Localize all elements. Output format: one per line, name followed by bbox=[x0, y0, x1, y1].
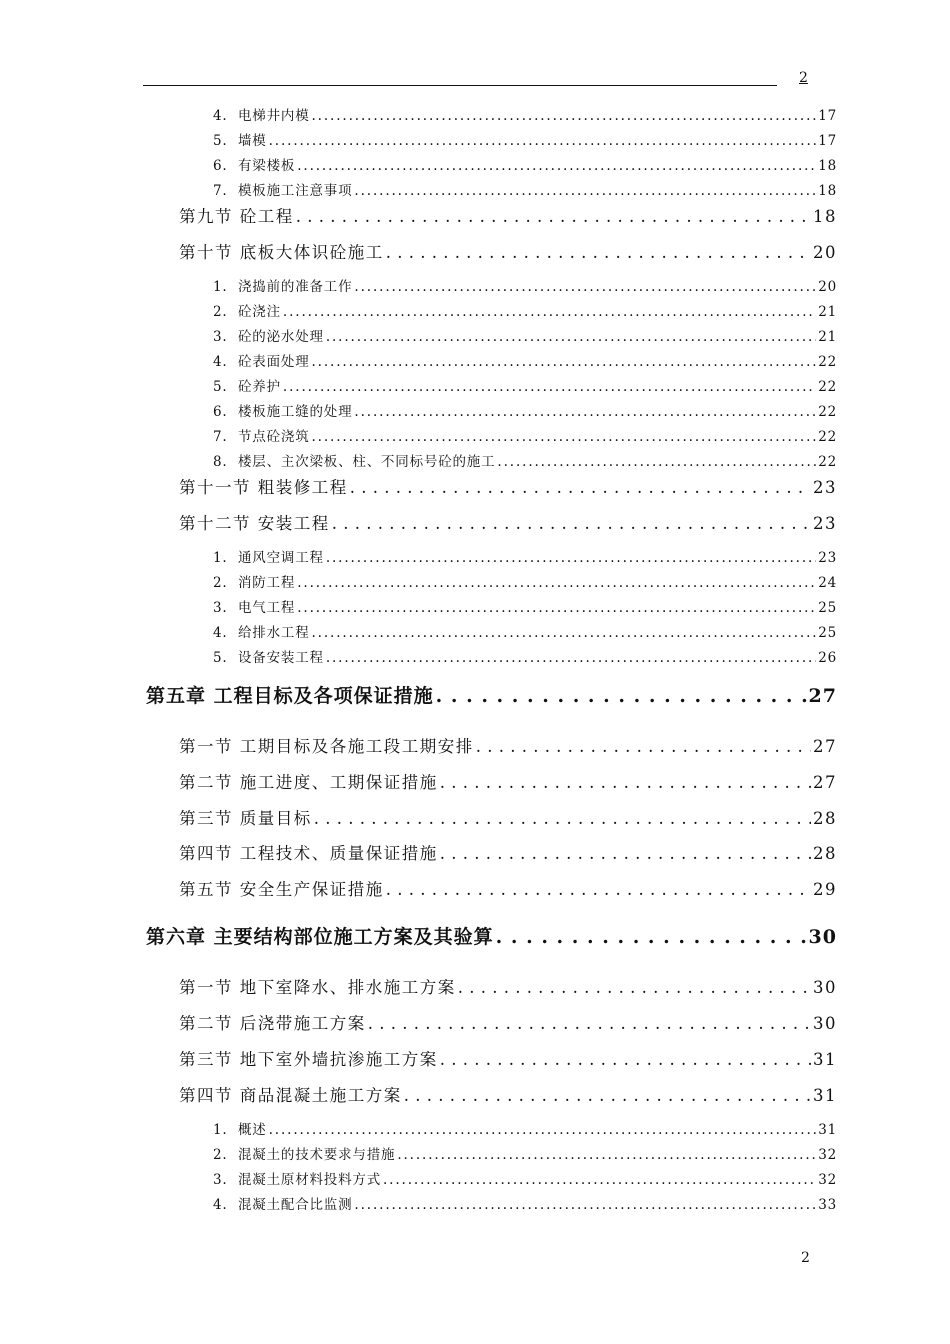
toc-dot-leader bbox=[436, 685, 807, 707]
toc-entry-text: 第三节 质量目标 bbox=[179, 809, 312, 828]
toc-entry-text: 第三节 地下室外墙抗渗施工方案 bbox=[179, 1050, 438, 1069]
toc-entry-page: 31 bbox=[818, 1122, 837, 1138]
toc-entry-item[interactable] bbox=[213, 1168, 837, 1188]
toc-entry-text: 砼浇注 bbox=[238, 304, 281, 320]
toc-dot-leader bbox=[397, 1147, 816, 1163]
toc-entry-page: 22 bbox=[818, 354, 837, 370]
toc-entry-page: 30 bbox=[808, 926, 837, 948]
toc-entry-title bbox=[179, 203, 294, 227]
toc-entry-section[interactable] bbox=[179, 876, 837, 900]
toc-dot-leader bbox=[404, 1086, 811, 1105]
toc-entry-item[interactable] bbox=[213, 375, 837, 395]
toc-dot-leader bbox=[368, 1014, 811, 1033]
toc-dot-leader bbox=[354, 1197, 816, 1213]
toc-entry-chapter[interactable] bbox=[146, 681, 837, 708]
toc-entry-number: 5. bbox=[213, 133, 228, 149]
toc-entry-number: 4. bbox=[213, 625, 228, 641]
toc-entry-item[interactable] bbox=[213, 1143, 837, 1163]
toc-entry-title bbox=[179, 876, 384, 900]
toc-entry-page: 25 bbox=[818, 600, 837, 616]
toc-entry-title bbox=[179, 510, 330, 534]
toc-entry-page: 18 bbox=[818, 183, 837, 199]
toc-entry-page: 28 bbox=[813, 809, 837, 828]
toc-entry-title bbox=[179, 1010, 366, 1034]
toc-entry-title bbox=[213, 325, 324, 345]
toc-entry-section[interactable] bbox=[179, 769, 837, 793]
toc-entry-text: 第二节 施工进度、工期保证措施 bbox=[179, 773, 438, 792]
toc-dot-leader bbox=[296, 207, 811, 226]
toc-entry-title bbox=[146, 922, 494, 949]
toc-entry-item[interactable] bbox=[213, 275, 837, 295]
toc-entry-title bbox=[179, 1082, 402, 1106]
toc-dot-leader bbox=[283, 304, 816, 320]
toc-entry-item[interactable] bbox=[213, 621, 837, 641]
toc-entry-page: 24 bbox=[818, 575, 837, 591]
toc-entry-page: 23 bbox=[818, 550, 837, 566]
toc-dot-leader bbox=[497, 454, 816, 470]
toc-entry-page: 25 bbox=[818, 625, 837, 641]
toc-entry-page: 23 bbox=[813, 478, 837, 497]
toc-dot-leader bbox=[350, 478, 811, 497]
toc-entry-page: 21 bbox=[818, 304, 837, 320]
toc-dot-leader bbox=[386, 243, 811, 262]
toc-entry-text: 第一节 地下室降水、排水施工方案 bbox=[179, 978, 456, 997]
toc-dot-leader bbox=[326, 550, 816, 566]
toc-entry-text: 浇捣前的准备工作 bbox=[238, 279, 353, 295]
toc-entry-title bbox=[179, 474, 348, 498]
toc-entry-title bbox=[179, 974, 456, 998]
toc-entry-number: 1. bbox=[213, 279, 228, 295]
toc-entry-text: 概述 bbox=[238, 1122, 267, 1138]
toc-entry-number: 7. bbox=[213, 429, 228, 445]
toc-entry-number: 3. bbox=[213, 600, 228, 616]
toc-dot-leader bbox=[283, 379, 816, 395]
toc-entry-item[interactable] bbox=[213, 1118, 837, 1138]
toc-entry-section[interactable] bbox=[179, 1010, 837, 1034]
toc-entry-title bbox=[213, 300, 281, 320]
toc-entry-title bbox=[213, 350, 310, 370]
toc-entry-title bbox=[213, 646, 324, 666]
toc-dot-leader bbox=[386, 880, 811, 899]
toc-entry-title bbox=[213, 400, 352, 420]
toc-entry-item[interactable] bbox=[213, 400, 837, 420]
toc-entry-number: 6. bbox=[213, 158, 228, 174]
toc-dot-leader bbox=[440, 1050, 811, 1069]
toc-entry-section[interactable] bbox=[179, 510, 837, 534]
toc-dot-leader bbox=[354, 183, 816, 199]
toc-entry-item[interactable] bbox=[213, 350, 837, 370]
toc-entry-page: 30 bbox=[813, 978, 837, 997]
toc-entry-section[interactable] bbox=[179, 840, 837, 864]
toc-entry-text: 第十二节 安装工程 bbox=[179, 514, 330, 533]
toc-entry-text: 第一节 工期目标及各施工段工期安排 bbox=[179, 737, 474, 756]
toc-dot-leader bbox=[354, 279, 816, 295]
toc-dot-leader bbox=[476, 737, 811, 756]
toc-entry-text: 第二节 后浇带施工方案 bbox=[179, 1014, 366, 1033]
toc-entry-page: 31 bbox=[813, 1086, 837, 1105]
toc-dot-leader bbox=[326, 329, 816, 345]
toc-dot-leader bbox=[297, 600, 816, 616]
toc-entry-text: 第四节 商品混凝土施工方案 bbox=[179, 1086, 402, 1105]
toc-entry-title bbox=[213, 179, 352, 199]
toc-entry-text: 第四节 工程技术、质量保证措施 bbox=[179, 844, 438, 863]
toc-entry-text: 砼的泌水处理 bbox=[238, 329, 324, 345]
toc-entry-section[interactable] bbox=[179, 1046, 837, 1070]
toc-entry-page: 17 bbox=[818, 133, 837, 149]
toc-entry-text: 消防工程 bbox=[238, 575, 296, 591]
toc-entry-text: 电梯井内模 bbox=[238, 108, 310, 124]
toc-entry-item[interactable] bbox=[213, 646, 837, 666]
toc-dot-leader bbox=[440, 773, 811, 792]
toc-entry-title bbox=[179, 769, 438, 793]
toc-dot-leader bbox=[354, 404, 816, 420]
toc-entry-page: 27 bbox=[813, 737, 837, 756]
toc-entry-title bbox=[213, 621, 310, 641]
toc-dot-leader bbox=[297, 575, 816, 591]
toc-entry-section[interactable] bbox=[179, 203, 837, 227]
toc-entry-page: 23 bbox=[813, 514, 837, 533]
toc-entry-page: 27 bbox=[813, 773, 837, 792]
toc-entry-page: 21 bbox=[818, 329, 837, 345]
footer-page-number: 2 bbox=[801, 1250, 810, 1266]
toc-entry-text: 电气工程 bbox=[238, 600, 296, 616]
toc-entry-item[interactable] bbox=[213, 129, 837, 149]
toc-entry-title bbox=[213, 1118, 267, 1138]
toc-entry-title bbox=[146, 681, 434, 708]
toc-entry-title bbox=[213, 129, 267, 149]
toc-dot-leader bbox=[332, 514, 811, 533]
toc-entry-title bbox=[179, 733, 474, 757]
toc-entry-section[interactable] bbox=[179, 805, 837, 829]
toc-entry-text: 砼表面处理 bbox=[238, 354, 310, 370]
toc-entry-title bbox=[213, 450, 495, 470]
toc-entry-item[interactable] bbox=[213, 154, 837, 174]
toc-entry-item[interactable] bbox=[213, 596, 837, 616]
toc-entry-number: 4. bbox=[213, 1197, 228, 1213]
toc-entry-title bbox=[213, 375, 281, 395]
toc-entry-number: 3. bbox=[213, 329, 228, 345]
toc-entry-number: 6. bbox=[213, 404, 228, 420]
toc-entry-text: 第六章 主要结构部位施工方案及其验算 bbox=[146, 926, 494, 948]
toc-entry-title bbox=[213, 154, 295, 174]
toc-entry-text: 混凝土的技术要求与措施 bbox=[238, 1147, 396, 1163]
toc-entry-title bbox=[213, 1143, 395, 1163]
toc-entry-text: 有梁楼板 bbox=[238, 158, 296, 174]
toc-dot-leader bbox=[383, 1172, 816, 1188]
toc-entry-page: 29 bbox=[813, 880, 837, 899]
toc-entry-chapter[interactable] bbox=[146, 922, 837, 949]
toc-entry-title bbox=[213, 546, 324, 566]
toc-entry-section[interactable] bbox=[179, 1082, 837, 1106]
toc-entry-section[interactable] bbox=[179, 474, 837, 498]
toc-entry-section[interactable] bbox=[179, 974, 837, 998]
toc-entry-text: 砼养护 bbox=[238, 379, 281, 395]
toc-dot-leader bbox=[312, 625, 817, 641]
toc-entry-title bbox=[213, 596, 295, 616]
toc-entry-number: 5. bbox=[213, 650, 228, 666]
toc-entry-page: 22 bbox=[818, 404, 837, 420]
toc-entry-text: 给排水工程 bbox=[238, 625, 310, 641]
toc-entry-title bbox=[213, 1193, 352, 1213]
toc-entry-title bbox=[213, 104, 310, 124]
toc-entry-text: 楼板施工缝的处理 bbox=[238, 404, 353, 420]
toc-entry-item[interactable] bbox=[213, 450, 837, 470]
toc-entry-text: 第五章 工程目标及各项保证措施 bbox=[146, 685, 434, 707]
toc-dot-leader bbox=[297, 158, 816, 174]
toc-entry-page: 20 bbox=[818, 279, 837, 295]
toc-entry-page: 18 bbox=[813, 207, 837, 226]
toc-entry-text: 混凝土配合比监测 bbox=[238, 1197, 353, 1213]
toc-entry-item[interactable] bbox=[213, 325, 837, 345]
toc-entry-item[interactable] bbox=[213, 425, 837, 445]
toc-entry-section[interactable] bbox=[179, 733, 837, 757]
toc-entry-number: 1. bbox=[213, 1122, 228, 1138]
toc-entry-title bbox=[179, 239, 384, 263]
toc-entry-item[interactable] bbox=[213, 546, 837, 566]
toc-entry-number: 5. bbox=[213, 379, 228, 395]
toc-entry-title bbox=[213, 1168, 381, 1188]
toc-entry-page: 33 bbox=[818, 1197, 837, 1213]
toc-entry-number: 4. bbox=[213, 354, 228, 370]
toc-entry-page: 22 bbox=[818, 454, 837, 470]
toc-entry-text: 墙模 bbox=[238, 133, 267, 149]
toc-dot-leader bbox=[269, 1122, 817, 1138]
toc-entry-title bbox=[213, 571, 295, 591]
toc-entry-text: 第九节 砼工程 bbox=[179, 207, 294, 226]
toc-dot-leader bbox=[269, 133, 817, 149]
toc-dot-leader bbox=[326, 650, 816, 666]
toc-entry-text: 节点砼浇筑 bbox=[238, 429, 310, 445]
toc-entry-item[interactable] bbox=[213, 1193, 837, 1213]
toc-entry-title bbox=[179, 1046, 438, 1070]
toc-entry-page: 26 bbox=[818, 650, 837, 666]
toc-entry-item[interactable] bbox=[213, 104, 837, 124]
toc-entry-text: 第五节 安全生产保证措施 bbox=[179, 880, 384, 899]
toc-entry-title bbox=[179, 840, 438, 864]
toc-entry-number: 8. bbox=[213, 454, 228, 470]
toc-entry-number: 2. bbox=[213, 1147, 228, 1163]
toc-entry-text: 模板施工注意事项 bbox=[238, 183, 353, 199]
toc-entry-text: 第十一节 粗装修工程 bbox=[179, 478, 348, 497]
toc-entry-page: 27 bbox=[808, 685, 837, 707]
toc-dot-leader bbox=[312, 429, 817, 445]
toc-entry-title bbox=[213, 275, 352, 295]
toc-entry-text: 设备安装工程 bbox=[238, 650, 324, 666]
toc-entry-text: 第十节 底板大体识砼施工 bbox=[179, 243, 384, 262]
toc-entry-number: 2. bbox=[213, 304, 228, 320]
toc-entry-page: 28 bbox=[813, 844, 837, 863]
toc-entry-number: 3. bbox=[213, 1172, 228, 1188]
toc-entry-page: 17 bbox=[818, 108, 837, 124]
toc-entry-page: 31 bbox=[813, 1050, 837, 1069]
toc-dot-leader bbox=[458, 978, 811, 997]
toc-entry-item[interactable] bbox=[213, 300, 837, 320]
toc-entry-page: 30 bbox=[813, 1014, 837, 1033]
toc-entry-title bbox=[179, 805, 312, 829]
toc-entry-item[interactable] bbox=[213, 179, 837, 199]
toc-dot-leader bbox=[312, 354, 817, 370]
header-page-number: 2 bbox=[799, 70, 808, 86]
toc-entry-text: 混凝土原材料投料方式 bbox=[238, 1172, 381, 1188]
toc-entry-text: 通风空调工程 bbox=[238, 550, 324, 566]
toc-entry-item[interactable] bbox=[213, 571, 837, 591]
toc-entry-page: 32 bbox=[818, 1147, 837, 1163]
toc-dot-leader bbox=[312, 108, 817, 124]
toc-entry-number: 2. bbox=[213, 575, 228, 591]
toc-entry-number: 1. bbox=[213, 550, 228, 566]
toc-entry-number: 7. bbox=[213, 183, 228, 199]
toc-entry-section[interactable] bbox=[179, 239, 837, 263]
toc-entry-text: 楼层、主次梁板、柱、不同标号砼的施工 bbox=[238, 454, 496, 470]
toc-entry-page: 18 bbox=[818, 158, 837, 174]
header-rule bbox=[143, 85, 777, 86]
toc-entry-number: 4. bbox=[213, 108, 228, 124]
toc-dot-leader bbox=[440, 844, 811, 863]
toc-dot-leader bbox=[314, 809, 811, 828]
toc-entry-page: 22 bbox=[818, 429, 837, 445]
toc-entry-title bbox=[213, 425, 310, 445]
toc-entry-page: 20 bbox=[813, 243, 837, 262]
toc-dot-leader bbox=[496, 926, 807, 948]
toc-entry-page: 32 bbox=[818, 1172, 837, 1188]
toc-entry-page: 22 bbox=[818, 379, 837, 395]
